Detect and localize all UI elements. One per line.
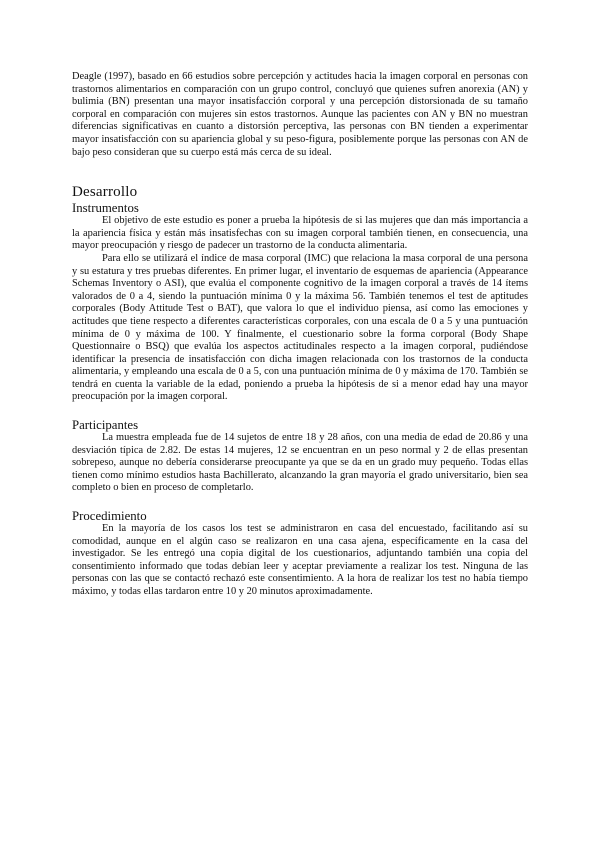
procedimiento-paragraph: En la mayoría de los casos los test se administraron en casa del encuestado, facilitando así su comodidad, aunque en el algún caso se realizaron en una casa ajena, específicamente en la casa del investigador. Se les entregó una copia digital de los cuestionarios, adjuntando también una copia del consentimiento informado que todas debían leer y aceptar previamente a realizar los test. Ninguna de las personas con las que se contactó rechazó este consentimiento. A la hora de realizar los test no había tiempo máximo, y todas ellas tardaron entre 10 y 20 minutos aproximadamente. xyxy=(72,523,528,597)
instrumentos-paragraph-2: Para ello se utilizará el índice de masa corporal (IMC) que relaciona la masa corporal de una persona y su estatura y tres pruebas diferentes. En primer lugar, el inventario de esquemas de apariencia (Appearance Schemas Inventory o ASI), que evalúa el componente cognitivo de la imagen corporal a través de 14 ítems valorados de 0 a 4, siendo la puntuación mínima 0 y la máxima 56. También tenemos el test de aptitudes corporales (Body Attitude Test o BAT), que valora lo que el individuo piensa, así como las emociones y actitudes que tiene respecto a diferentes características corporales, con una escala de 0 a 5 y una puntuación mínima de 0 y máxima de 100. Y finalmente, el cuestionario sobre la forma corporal (Body Shape Questionnaire o BSQ) que evalúa los aspectos actitudinales respecto a la imagen corporal, pudiéndose identificar la presencia de insatisfacción con dicha imagen relacionada con los trastornos de la conducta alimentaria, y empleando una escala de 0 a 5, con una puntuación mínima de 0 y máxima de 170. También se tendrá en cuenta la variable de la edad, poniendo a prueba la hipótesis de si a menor edad hay una mayor preocupación por la imagen corporal. xyxy=(72,252,528,403)
intro-paragraph: Deagle (1997), basado en 66 estudios sobre percepción y actitudes hacia la imagen corporal en personas con trastornos alimentarios en comparación con un grupo control, concluyó que quienes sufren anorexia (AN) y bulimia (BN) presentan una mayor insatisfacción corporal y una percepción distorsionada de su tamaño corporal en comparación con mujeres sin estos trastornos. Aunque las pacientes con AN y BN no muestran diferencias significativas en cuanto a distorsión perceptiva, las personas con BN tienden a experimentar mayor insatisfacción con su apariencia global y su peso-figura, posiblemente porque las personas con AN de bajo peso consideran que su cuerpo está más cerca de su ideal. xyxy=(72,71,528,158)
subsection-heading-procedimiento: Procedimiento xyxy=(72,509,147,524)
instrumentos-paragraph-1: El objetivo de este estudio es poner a prueba la hipótesis de si las mujeres que dan más importancia a la apariencia física y están más insatisfechas con su imagen corporal también tienen, en consecuencia, una mayor preocupación y riesgo de padecer un trastorno de la conducta alimentaria. xyxy=(72,215,528,252)
participantes-paragraph: La muestra empleada fue de 14 sujetos de entre 18 y 28 años, con una media de edad de 20.86 y una desviación típica de 2.82. De estas 14 mujeres, 12 se encuentran en un peso normal y 2 de ellas presentan sobrepeso, aunque no debería considerarse preocupante ya que se da en un grado muy pequeño. Todas ellas tienen como mínimo estudios hasta Bachillerato, alcanzando la gran mayoría el grado universitario, bien sea completo o bien en proceso de completarlo. xyxy=(72,432,528,494)
subsection-heading-participantes: Participantes xyxy=(72,418,139,433)
subsection-heading-instrumentos: Instrumentos xyxy=(72,201,139,216)
section-heading-desarrollo: Desarrollo xyxy=(72,184,138,201)
